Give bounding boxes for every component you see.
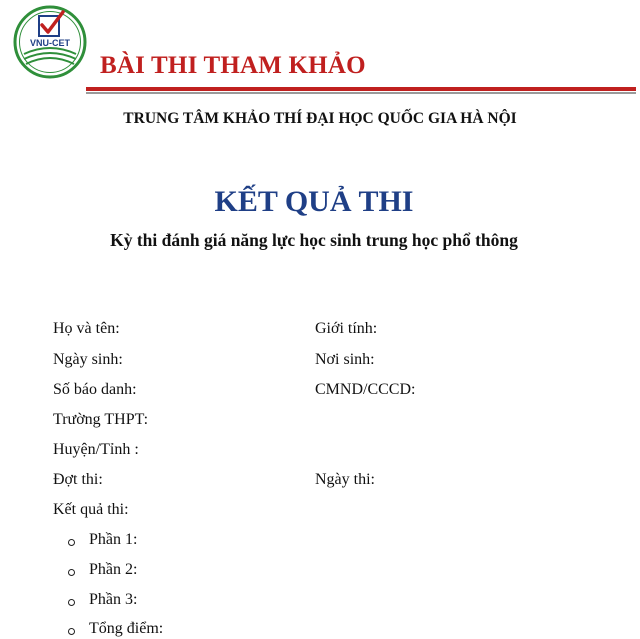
header-rule-red	[86, 87, 636, 91]
page-subtitle: Kỳ thi đánh giá năng lực học sinh trung học phổ thông	[110, 230, 518, 250]
vnu-cet-logo	[12, 4, 88, 80]
dob-label: Ngày sinh:	[53, 351, 123, 368]
logo-text: VNU-CET	[30, 38, 70, 48]
reference-exam-label: BÀI THI THAM KHẢO	[100, 52, 366, 79]
header-rule-grey	[86, 92, 636, 94]
results-label: Kết quả thi:	[53, 501, 129, 518]
exam-date-label: Ngày thi:	[315, 471, 375, 488]
bullet-circle-icon	[68, 599, 75, 606]
bullet-circle-icon	[68, 539, 75, 546]
result-item-part-1: Phần 1:	[89, 531, 138, 548]
bullet-circle-icon	[68, 628, 75, 635]
exam-session-label: Đợt thi:	[53, 471, 103, 488]
bullet-circle-icon	[68, 569, 75, 576]
birthplace-label: Nơi sinh:	[315, 351, 375, 368]
organization-name: TRUNG TÂM KHẢO THÍ ĐẠI HỌC QUỐC GIA HÀ NỘI	[123, 110, 517, 127]
candidate-number-label: Số báo danh:	[53, 381, 137, 398]
full-name-label: Họ và tên:	[53, 320, 120, 337]
result-item-total-score: Tổng điểm:	[89, 620, 164, 637]
result-item-part-3: Phần 3:	[89, 591, 138, 608]
result-item-part-2: Phần 2:	[89, 561, 138, 578]
id-card-label: CMND/CCCD:	[315, 381, 416, 398]
page-title: KẾT QUẢ THI	[214, 185, 414, 218]
school-label: Trường THPT:	[53, 411, 149, 428]
gender-label: Giới tính:	[315, 320, 378, 337]
district-province-label: Huyện/Tỉnh :	[53, 441, 139, 458]
